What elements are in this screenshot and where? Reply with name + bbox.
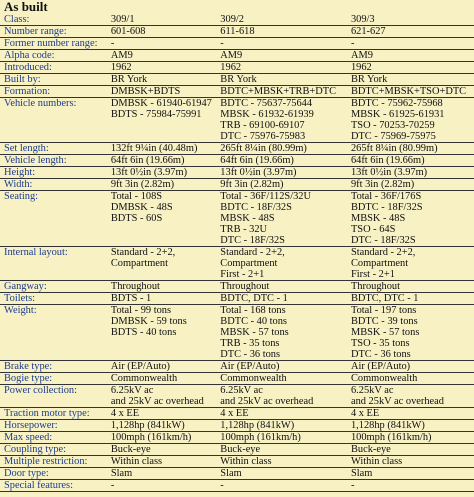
spec-value-cell <box>107 14 216 26</box>
spec-value: BDTC - 40 tons <box>220 316 287 327</box>
spec-label: Vehicle length: <box>0 155 107 167</box>
spec-value-cell <box>107 62 216 74</box>
spec-value: 100mph (161km/h) <box>220 432 301 443</box>
spec-value-cell <box>216 98 347 143</box>
spec-row <box>0 62 474 74</box>
spec-row <box>0 420 474 432</box>
spec-value-cell <box>107 143 216 155</box>
spec-value: - <box>220 38 224 49</box>
spec-value: DMBSK+BDTS <box>110 86 181 97</box>
spec-value: Throughout <box>110 281 160 292</box>
spec-value: 265ft 8¼in (80.99m) <box>350 143 438 154</box>
spec-value: DMBSK - 59 tons <box>110 316 187 327</box>
spec-value: BDTC, DTC - 1 <box>220 293 288 304</box>
spec-value: DMBSK - 48S <box>110 202 173 213</box>
spec-value: BDTC - 18F/32S <box>220 202 292 213</box>
spec-row <box>0 247 474 281</box>
spec-value: 100mph (161km/h) <box>110 432 192 443</box>
spec-value: MBSK - 57 tons <box>220 327 289 338</box>
spec-value: TRB - 69100-69107 <box>220 120 305 131</box>
spec-value: Standard - 2+2, <box>220 247 285 258</box>
spec-value: 309/2 <box>220 14 244 25</box>
spec-row <box>0 293 474 305</box>
spec-row <box>0 167 474 179</box>
spec-row <box>0 408 474 420</box>
spec-value: 6.25kV ac <box>110 385 154 396</box>
spec-value: TSO - 70253-70259 <box>350 120 435 131</box>
spec-value: 1962 <box>350 62 372 73</box>
spec-value-cell <box>107 281 216 293</box>
spec-value: 6.25kV ac <box>220 385 263 396</box>
spec-label: Horsepower: <box>0 420 107 432</box>
spec-value-cell <box>216 480 347 492</box>
spec-value-cell <box>216 468 347 480</box>
spec-value-cell <box>347 86 474 98</box>
spec-value-cell <box>107 444 216 456</box>
spec-value: First - 2+1 <box>220 269 265 280</box>
spec-label: Max speed: <box>0 432 107 444</box>
spec-row <box>0 305 474 361</box>
spec-value: - <box>110 480 115 491</box>
spec-label: Weight: <box>0 305 107 361</box>
spec-value: Total - 36F/176S <box>350 191 422 202</box>
spec-value: BDTS - 75984-75991 <box>110 109 202 120</box>
spec-value: 1962 <box>110 62 132 73</box>
spec-value: 1962 <box>220 62 242 73</box>
spec-value-cell <box>347 74 474 86</box>
spec-value: 64ft 6in (19.66m) <box>350 155 425 166</box>
spec-label: Traction motor type: <box>0 408 107 420</box>
spec-value: 100mph (161km/h) <box>350 432 432 443</box>
spec-value: AM9 <box>220 50 243 61</box>
spec-value: BDTC, DTC - 1 <box>350 293 419 304</box>
spec-row <box>0 179 474 191</box>
spec-value: Within class <box>110 456 163 467</box>
spec-row <box>0 74 474 86</box>
spec-table <box>0 14 474 492</box>
section-title: As built <box>4 0 48 14</box>
spec-value-cell <box>216 50 347 62</box>
spec-value-cell <box>216 293 347 305</box>
spec-value-cell <box>107 38 216 50</box>
spec-value-cell <box>216 408 347 420</box>
spec-value: and 25kV ac overhead <box>110 396 204 407</box>
spec-row <box>0 281 474 293</box>
spec-value: DMBSK - 61940-61947 <box>110 98 212 109</box>
spec-value: 64ft 6in (19.66m) <box>110 155 185 166</box>
spec-value-cell <box>107 420 216 432</box>
spec-value-cell <box>216 432 347 444</box>
spec-value: 1,128hp (841kW) <box>350 420 425 431</box>
spec-label: Brake type: <box>0 361 107 373</box>
spec-label: Height: <box>0 167 107 179</box>
spec-value: First - 2+1 <box>350 269 395 280</box>
spec-value: Standard - 2+2, <box>110 247 176 258</box>
spec-value-cell <box>107 408 216 420</box>
spec-value-cell <box>107 361 216 373</box>
spec-value-cell <box>107 98 216 143</box>
spec-row <box>0 385 474 408</box>
spec-value-cell <box>107 74 216 86</box>
spec-row <box>0 50 474 62</box>
spec-row <box>0 432 474 444</box>
spec-label: Coupling type: <box>0 444 107 456</box>
spec-value: 1,128hp (841kW) <box>220 420 295 431</box>
spec-value-cell <box>216 86 347 98</box>
spec-value: 4 x EE <box>350 408 380 419</box>
spec-value-cell <box>107 373 216 385</box>
spec-value: MBSK - 61925-61931 <box>350 109 445 120</box>
spec-value: and 25kV ac overhead <box>220 396 314 407</box>
spec-value: Commonwealth <box>220 373 287 384</box>
spec-value: 309/1 <box>110 14 135 25</box>
spec-value: Total - 36F/112S/32U <box>220 191 311 202</box>
spec-value: BDTC+MBSK+TRB+DTC <box>220 86 337 97</box>
spec-value-cell <box>216 456 347 468</box>
spec-value-cell <box>216 373 347 385</box>
spec-value-cell <box>216 38 347 50</box>
spec-value-cell <box>347 143 474 155</box>
spec-value-cell <box>107 167 216 179</box>
spec-row <box>0 26 474 38</box>
spec-value-cell <box>347 444 474 456</box>
spec-value: DTC - 18F/32S <box>350 235 416 246</box>
spec-value: 9ft 3in (2.82m) <box>220 179 284 190</box>
spec-value-cell <box>347 480 474 492</box>
spec-value-cell <box>347 361 474 373</box>
spec-value-cell <box>347 468 474 480</box>
spec-value: Compartment <box>110 258 168 269</box>
spec-value-cell <box>347 191 474 247</box>
spec-value: Air (EP/Auto) <box>110 361 171 372</box>
spec-value-cell <box>216 143 347 155</box>
spec-value-cell <box>216 385 347 408</box>
spec-row <box>0 191 474 247</box>
spec-value-cell <box>347 50 474 62</box>
spec-value-cell <box>347 155 474 167</box>
spec-label: Seating: <box>0 191 107 247</box>
spec-value: BDTC - 75637-75644 <box>220 98 313 109</box>
spec-value: - <box>110 38 115 49</box>
spec-value: Compartment <box>350 258 409 269</box>
spec-label: Special features: <box>0 480 107 492</box>
spec-value-cell <box>347 167 474 179</box>
spec-value-cell <box>216 444 347 456</box>
spec-row <box>0 444 474 456</box>
spec-value: DTC - 18F/32S <box>220 235 285 246</box>
spec-value-cell <box>347 373 474 385</box>
spec-value-cell <box>347 408 474 420</box>
spec-value-cell <box>216 167 347 179</box>
spec-value-cell <box>216 155 347 167</box>
spec-label: Former number range: <box>0 38 107 50</box>
spec-row <box>0 456 474 468</box>
spec-value: 1,128hp (841kW) <box>110 420 185 431</box>
spec-value-cell <box>347 247 474 281</box>
spec-value-cell <box>107 191 216 247</box>
spec-value-cell <box>107 456 216 468</box>
spec-value: Air (EP/Auto) <box>220 361 280 372</box>
spec-value-cell <box>216 26 347 38</box>
spec-label: Set length: <box>0 143 107 155</box>
spec-value: 132ft 9¼in (40.48m) <box>110 143 198 154</box>
spec-value-cell <box>347 293 474 305</box>
spec-value: DTC - 36 tons <box>220 349 281 360</box>
spec-row <box>0 361 474 373</box>
spec-value-cell <box>216 62 347 74</box>
spec-row <box>0 373 474 385</box>
spec-value-cell <box>347 432 474 444</box>
spec-value-cell <box>216 281 347 293</box>
spec-value-cell <box>107 293 216 305</box>
spec-value-cell <box>107 26 216 38</box>
spec-value: Within class <box>220 456 272 467</box>
spec-value: AM9 <box>110 50 133 61</box>
spec-row <box>0 143 474 155</box>
spec-value: - <box>350 38 355 49</box>
spec-value-cell <box>347 62 474 74</box>
spec-value-cell <box>107 305 216 361</box>
spec-value: Total - 99 tons <box>110 305 172 316</box>
spec-value: MBSK - 57 tons <box>350 327 420 338</box>
spec-value: Total - 197 tons <box>350 305 417 316</box>
spec-value-cell <box>347 38 474 50</box>
spec-value: MBSK - 48S <box>350 213 406 224</box>
spec-value: BDTC - 75962-75968 <box>350 98 443 109</box>
spec-value: BDTC+MBSK+TSO+DTC <box>350 86 467 97</box>
spec-value: 611-618 <box>220 26 255 37</box>
spec-label: Class: <box>0 14 107 26</box>
spec-value-cell <box>216 191 347 247</box>
spec-row <box>0 14 474 26</box>
spec-value: BDTS - 60S <box>110 213 163 224</box>
spec-value: 4 x EE <box>110 408 140 419</box>
spec-value-cell <box>216 179 347 191</box>
spec-label: Number range: <box>0 26 107 38</box>
spec-value-cell <box>107 155 216 167</box>
spec-value: MBSK - 61932-61939 <box>220 109 314 120</box>
spec-value: BDTC - 18F/32S <box>350 202 423 213</box>
spec-value: Slam <box>110 468 133 479</box>
spec-value: DTC - 36 tons <box>350 349 411 360</box>
spec-label: Vehicle numbers: <box>0 98 107 143</box>
spec-value: 64ft 6in (19.66m) <box>220 155 294 166</box>
spec-value: MBSK - 48S <box>220 213 275 224</box>
spec-value: Compartment <box>220 258 278 269</box>
spec-value: BDTS - 1 <box>110 293 152 304</box>
spec-value-cell <box>107 86 216 98</box>
spec-row <box>0 98 474 143</box>
spec-value-cell <box>216 361 347 373</box>
spec-label: Width: <box>0 179 107 191</box>
spec-row <box>0 155 474 167</box>
spec-label: Bogie type: <box>0 373 107 385</box>
spec-value: - <box>220 480 224 491</box>
spec-value-cell <box>347 98 474 143</box>
spec-label: Gangway: <box>0 281 107 293</box>
spec-value: 601-608 <box>110 26 146 37</box>
spec-value-cell <box>107 480 216 492</box>
spec-value: Air (EP/Auto) <box>350 361 411 372</box>
spec-value: Throughout <box>220 281 270 292</box>
spec-value: Buck-eye <box>350 444 391 455</box>
spec-value-cell <box>347 26 474 38</box>
spec-label: Built by: <box>0 74 107 86</box>
spec-value-cell <box>107 385 216 408</box>
spec-label: Multiple restriction: <box>0 456 107 468</box>
spec-label: Power collection: <box>0 385 107 408</box>
spec-value: Slam <box>350 468 373 479</box>
spec-value: TRB - 35 tons <box>220 338 280 349</box>
spec-value: Buck-eye <box>220 444 261 455</box>
spec-label: Alpha code: <box>0 50 107 62</box>
spec-value-cell <box>107 432 216 444</box>
spec-value-cell <box>216 74 347 86</box>
spec-value-cell <box>347 420 474 432</box>
spec-value: 9ft 3in (2.82m) <box>350 179 415 190</box>
spec-value: 309/3 <box>350 14 375 25</box>
spec-value: Commonwealth <box>110 373 178 384</box>
spec-value: 13ft 0½in (3.97m) <box>110 167 188 178</box>
spec-value-cell <box>347 305 474 361</box>
spec-value-cell <box>347 281 474 293</box>
spec-value: BR York <box>220 74 257 85</box>
spec-label: Formation: <box>0 86 107 98</box>
spec-value-cell <box>347 14 474 26</box>
spec-value: Slam <box>220 468 242 479</box>
spec-value: Within class <box>350 456 403 467</box>
spec-value: Throughout <box>350 281 401 292</box>
spec-row <box>0 38 474 50</box>
spec-value: Standard - 2+2, <box>350 247 416 258</box>
spec-label: Introduced: <box>0 62 107 74</box>
spec-value: and 25kV ac overhead <box>350 396 444 407</box>
spec-value: 13ft 0½in (3.97m) <box>350 167 428 178</box>
spec-value: Buck-eye <box>110 444 151 455</box>
spec-value: DTC - 75976-75983 <box>220 131 306 142</box>
spec-value-cell <box>107 179 216 191</box>
spec-value-cell <box>347 179 474 191</box>
spec-value: BR York <box>350 74 388 85</box>
spec-value: - <box>350 480 355 491</box>
spec-value: AM9 <box>350 50 373 61</box>
spec-value: BDTS - 40 tons <box>110 327 177 338</box>
spec-value: BR York <box>110 74 148 85</box>
spec-value: Commonwealth <box>350 373 418 384</box>
spec-value-cell <box>107 50 216 62</box>
spec-value-cell <box>216 14 347 26</box>
spec-value-cell <box>107 468 216 480</box>
spec-value-cell <box>216 420 347 432</box>
spec-row <box>0 468 474 480</box>
spec-value: 6.25kV ac <box>350 385 394 396</box>
spec-value-cell <box>347 385 474 408</box>
spec-value: DTC - 75969-75975 <box>350 131 436 142</box>
spec-value: 4 x EE <box>220 408 249 419</box>
spec-value: TRB - 32U <box>220 224 268 235</box>
spec-value-cell <box>216 247 347 281</box>
spec-value-cell <box>107 247 216 281</box>
spec-label: Toilets: <box>0 293 107 305</box>
spec-value: TSO - 35 tons <box>350 338 410 349</box>
spec-value-cell <box>347 456 474 468</box>
spec-value: 9ft 3in (2.82m) <box>110 179 175 190</box>
spec-label: Internal layout: <box>0 247 107 281</box>
spec-row <box>0 86 474 98</box>
spec-table-body <box>0 14 474 492</box>
spec-value: BDTC - 39 tons <box>350 316 418 327</box>
spec-value: TSO - 64S <box>350 224 396 235</box>
spec-label: Door type: <box>0 468 107 480</box>
spec-value: 13ft 0½in (3.97m) <box>220 167 297 178</box>
spec-value: Total - 168 tons <box>220 305 286 316</box>
spec-value-cell <box>216 305 347 361</box>
spec-value: Total - 108S <box>110 191 163 202</box>
spec-row <box>0 480 474 492</box>
spec-value: 265ft 8¼in (80.99m) <box>220 143 307 154</box>
spec-value: 621-627 <box>350 26 386 37</box>
